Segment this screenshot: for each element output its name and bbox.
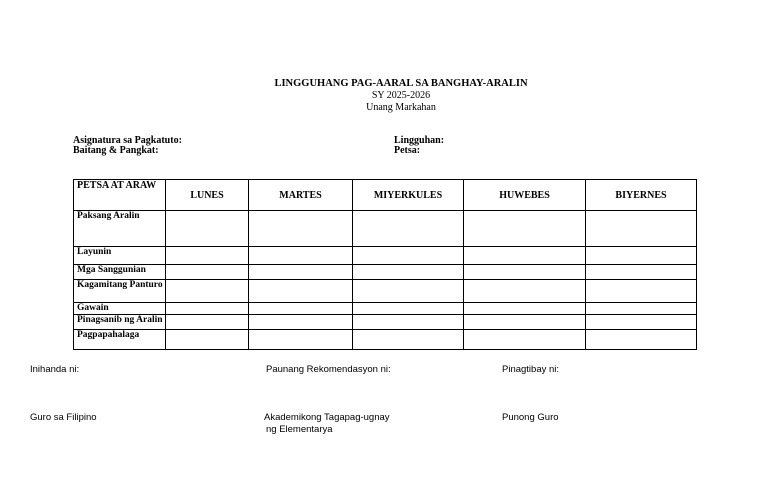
table-cell [353,330,464,350]
row-label-pagpapahalaga: Pagpapahalaga [74,330,166,350]
row-label-paksang-aralin: Paksang Aralin [74,211,166,247]
table-cell [586,211,697,247]
corner-cell: PETSA AT ARAW [74,180,166,211]
table-cell [586,303,697,315]
document-title: LINGGUHANG PAG-AARAL SA BANGHAY-ARALIN [274,78,528,89]
prepared-by-label: Inihanda ni: [30,364,80,375]
prepared-role: Guro sa Filipino [30,412,97,423]
table-cell [464,280,586,303]
table-cell [353,303,464,315]
row-label-layunin: Layunin [74,247,166,265]
day-friday: BIYERNES [586,180,697,211]
row-label-mga-sanggunian: Mga Sanggunian [74,265,166,280]
table-cell [586,280,697,303]
week-label: Lingguhan: [394,135,445,146]
day-monday: LUNES [166,180,249,211]
recommended-by-label: Paunang Rekomendasyon ni: [266,364,391,375]
day-thursday: HUWEBES [464,180,586,211]
recommended-role-line2: ng Elementarya [266,424,333,435]
date-label: Petsa: [394,145,421,156]
table-cell [249,330,353,350]
table-cell [464,315,586,330]
table-row [74,330,697,350]
table-cell [353,211,464,247]
lesson-plan-table [73,179,697,350]
table-cell [249,280,353,303]
approved-by-label: Pinagtibay ni: [502,364,560,375]
approved-role: Punong Guro [502,412,559,423]
grade-section-label: Baitang & Pangkat: [73,145,159,156]
recommended-role-line1: Akademikong Tagapag-ugnay [264,412,390,423]
table-cell [249,211,353,247]
table-cell [353,265,464,280]
row-label-kagamitang-panturo: Kagamitang Panturo [74,280,166,303]
day-wednesday: MIYERKULES [353,180,464,211]
table-row [74,280,697,303]
table-cell [249,265,353,280]
table-cell [464,265,586,280]
school-year: SY 2025-2026 [371,90,431,101]
table-cell [353,280,464,303]
table-cell [166,315,249,330]
table-cell [464,247,586,265]
day-tuesday: MARTES [249,180,353,211]
row-label-gawain: Gawain [74,303,166,315]
table-row [74,265,697,280]
table-row [74,211,697,247]
table-cell [464,303,586,315]
table-cell [249,315,353,330]
table-cell [353,247,464,265]
table-cell [166,280,249,303]
table-row [74,303,697,315]
table-cell [166,303,249,315]
table-cell [586,265,697,280]
table-cell [166,247,249,265]
table-cell [166,211,249,247]
table-row [74,315,697,330]
table-row [74,247,697,265]
table-cell [586,330,697,350]
table-header-row [74,180,697,211]
table-cell [353,315,464,330]
subject-label: Asignatura sa Pagkatuto: [73,135,182,146]
table-cell [249,247,353,265]
table-cell [586,315,697,330]
table-cell [166,265,249,280]
quarter: Unang Markahan [366,102,436,113]
table-cell [166,330,249,350]
table-cell [464,211,586,247]
table-cell [586,247,697,265]
table-cell [249,303,353,315]
row-label-pinagsanib-ng-aralin: Pinagsanib ng Aralin [74,315,166,330]
table-cell [464,330,586,350]
